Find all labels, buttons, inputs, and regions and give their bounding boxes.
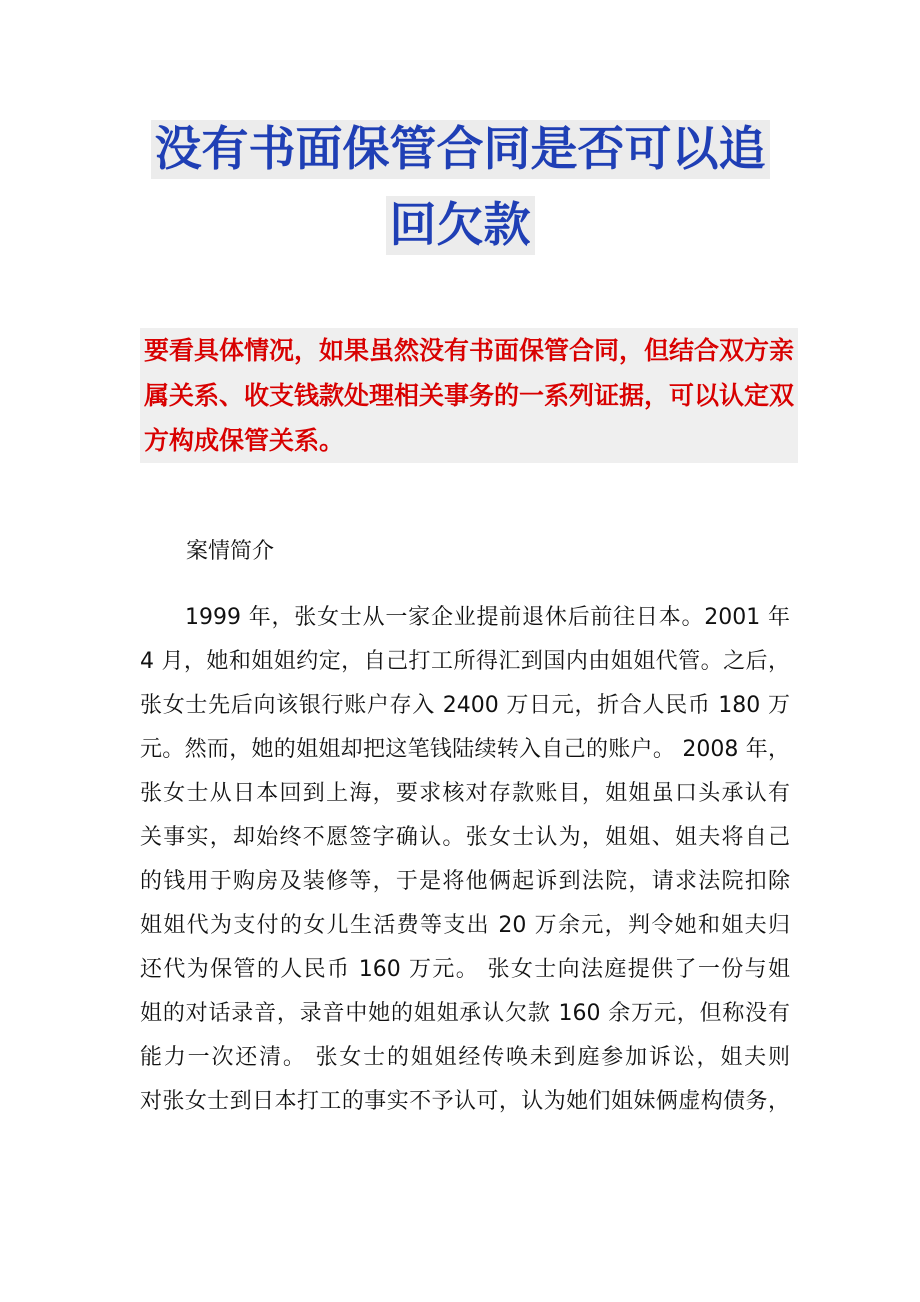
body-line: 张女士先后向该银行账户存入 2400 万日元，折合人民币 180 万 — [140, 693, 790, 718]
body-line: 张女士从日本回到上海，要求核对存款账目，姐姐虽口头承认有 — [140, 781, 790, 806]
body-paragraph — [140, 596, 790, 1124]
body-line: 元。然而，她的姐姐却把这笔钱陆续转入自己的账户。 2008 年， — [140, 737, 790, 762]
body-line: 关事实，却始终不愿签字确认。张女士认为，姐姐、姐夫将自己 — [140, 825, 790, 850]
title-line — [100, 112, 820, 188]
title-line-1: 没有书面保管合同是否可以追 — [151, 120, 770, 179]
body-line: 能力一次还清。 张女士的姐姐经传唤未到庭参加诉讼，姐夫则 — [140, 1045, 790, 1070]
body-line: 姐姐代为支付的女儿生活费等支出 20 万余元，判令她和姐夫归 — [140, 913, 790, 938]
title-line-2: 回欠款 — [386, 196, 535, 255]
body-line: 的钱用于购房及装修等，于是将他俩起诉到法院，请求法院扣除 — [140, 869, 790, 894]
page-title — [100, 112, 820, 264]
body-line: 1999 年，张女士从一家企业提前退休后前往日本。2001 年 — [185, 605, 790, 630]
title-line — [100, 188, 820, 264]
summary-paragraph: 要看具体情况，如果虽然没有书面保管合同，但结合双方亲属关系、收支钱款处理相关事务的一系列证据，可以认定双方构成保管关系。 — [140, 328, 798, 463]
body-line: 对张女士到日本打工的事实不予认可，认为她们姐妹俩虚构债务， — [140, 1089, 790, 1114]
body-line: 4 月，她和姐姐约定，自己打工所得汇到国内由姐姐代管。之后， — [140, 649, 790, 674]
body-line: 姐的对话录音，录音中她的姐姐承认欠款 160 余万元，但称没有 — [140, 1001, 790, 1026]
section-heading: 案情简介 — [186, 539, 275, 564]
body-line: 还代为保管的人民币 160 万元。 张女士向法庭提供了一份与姐 — [140, 957, 790, 982]
